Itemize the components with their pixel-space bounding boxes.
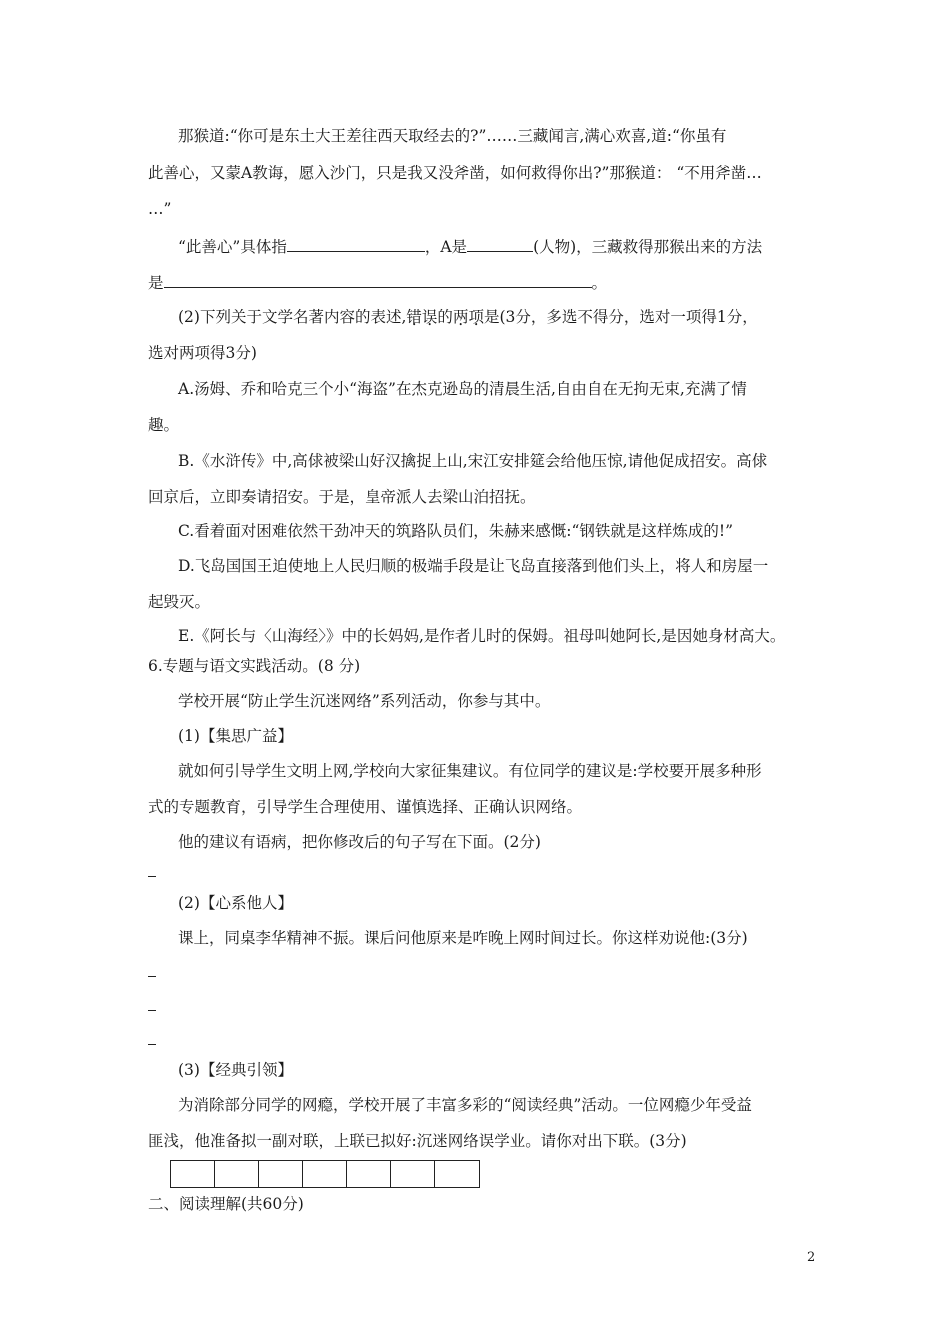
emphasis-char: 误 [421,308,438,326]
sub-question-2-line-2: 选对两项得3分) [148,344,257,362]
emphasis-char: 两 [452,308,469,326]
question-6-heading: 6.专题与语文实践活动。(8 分) [148,657,361,675]
fill-question-line-1 [178,235,762,257]
sub-question-3-line-2: 匪浅，他准备拟一副对联，上联已拟好:沉迷网络误学业。请你对出下联。(3分) [148,1132,687,1150]
emphasis-char: 的 [437,308,453,326]
fill-text-2: ，A是 [424,238,468,256]
sub-question-1-line-2: 式的专题教育，引导学生合理使用、谨慎选择、正确认识网络。 [148,798,583,816]
emphasis-char: 项 [468,308,484,326]
sub-question-1-line-1: 就如何引导学生文明上网,学校向大家征集建议。有位同学的建议是:学校要开展多种形 [178,762,762,780]
answer-blank-method[interactable] [164,271,592,288]
passage-line-3: …” [148,200,172,218]
answer-blank-meaning[interactable] [287,235,425,252]
answer-line[interactable] [148,1010,156,1011]
option-b-line-1: B.《水浒传》中,高俅被梁山好汉擒捉上山,宋江安排筵会给他压惊,请他促成招安。高俅 [178,452,768,470]
sub-question-2b-title: (2)【心系他人】 [178,894,293,912]
sub-question-3-title: (3)【经典引领】 [178,1061,293,1079]
fill-text-5: 。 [591,274,608,292]
answer-line[interactable] [148,976,156,977]
couplet-answer-grid [170,1160,480,1188]
couplet-answer-cell[interactable] [259,1161,303,1187]
option-c: C.看着面对困难依然干劲冲天的筑路队员们，朱赫来感慨:“钢铁就是这样炼成的!” [178,522,734,540]
fill-text-3: (人物)，三藏救得那猴出来的方法 [533,238,763,256]
sub-question-2-scoring: 是(3分，多选不得分，选对一项得1分， [483,308,758,326]
emphasis-char: 错 [406,308,422,326]
couplet-answer-cell[interactable] [215,1161,259,1187]
fill-question-line-2 [148,271,607,293]
answer-blank-person[interactable] [467,235,533,252]
answer-line[interactable] [148,1044,156,1045]
option-d-line-2: 起毁灭。 [148,593,211,611]
sub-question-1-task: 他的建议有语病，把你修改后的句子写在下面。(2分) [178,833,541,851]
couplet-answer-cell[interactable] [303,1161,347,1187]
sub-question-1-title: (1)【集思广益】 [178,727,293,745]
answer-line[interactable] [148,876,156,877]
fill-text-1: “此善心”具体指 [178,238,287,256]
option-a-line-1: A.汤姆、乔和哈克三个小“海盗”在杰克逊岛的清晨生活,自由自在无拘无束,充满了情 [178,380,747,398]
passage-line-2: 此善心，又蒙A教诲，愿入沙门，只是我又没斧凿，如何救得你出?”那猴道： “不用斧凿… [148,164,762,182]
fill-text-4: 是 [148,274,164,292]
section-2-heading: 二、阅读理解(共60分) [148,1195,304,1213]
option-a-line-2: 趣。 [148,416,180,434]
sub-question-2b-task: 课上，同桌李华精神不振。课后问他原来是咋晚上网时间过长。你这样劝说他:(3分) [178,929,748,947]
option-e: E.《阿长与〈山海经〉》中的长妈妈,是作者儿时的保姆。祖母叫她阿长,是因她身材高大。 [178,627,786,645]
page-number: 2 [807,1250,816,1265]
couplet-answer-cell[interactable] [391,1161,435,1187]
couplet-answer-cell[interactable] [347,1161,391,1187]
passage-line-1: 那猴道:“你可是东土大王差往西天取经去的?”……三藏闻言,满心欢喜,道:“你虽有 [178,127,727,145]
option-d-line-1: D.飞岛国国王迫使地上人民归顺的极端手段是让飞岛直接落到他们头上，将人和房屋一 [178,557,769,575]
sub-question-2-line-1 [178,307,758,327]
sub-question-2-text: (2)下列关于文学名著内容的表述, [178,308,407,326]
option-b-line-2: 回京后，立即奏请招安。于是，皇帝派人去梁山泊招抚。 [148,488,536,506]
couplet-answer-cell[interactable] [435,1161,479,1187]
question-6-intro: 学校开展“防止学生沉迷网络”系列活动，你参与其中。 [178,692,551,710]
couplet-answer-cell[interactable] [171,1161,215,1187]
sub-question-3-line-1: 为消除部分同学的网瘾，学校开展了丰富多彩的“阅读经典”活动。一位网瘾少年受益 [178,1096,752,1114]
